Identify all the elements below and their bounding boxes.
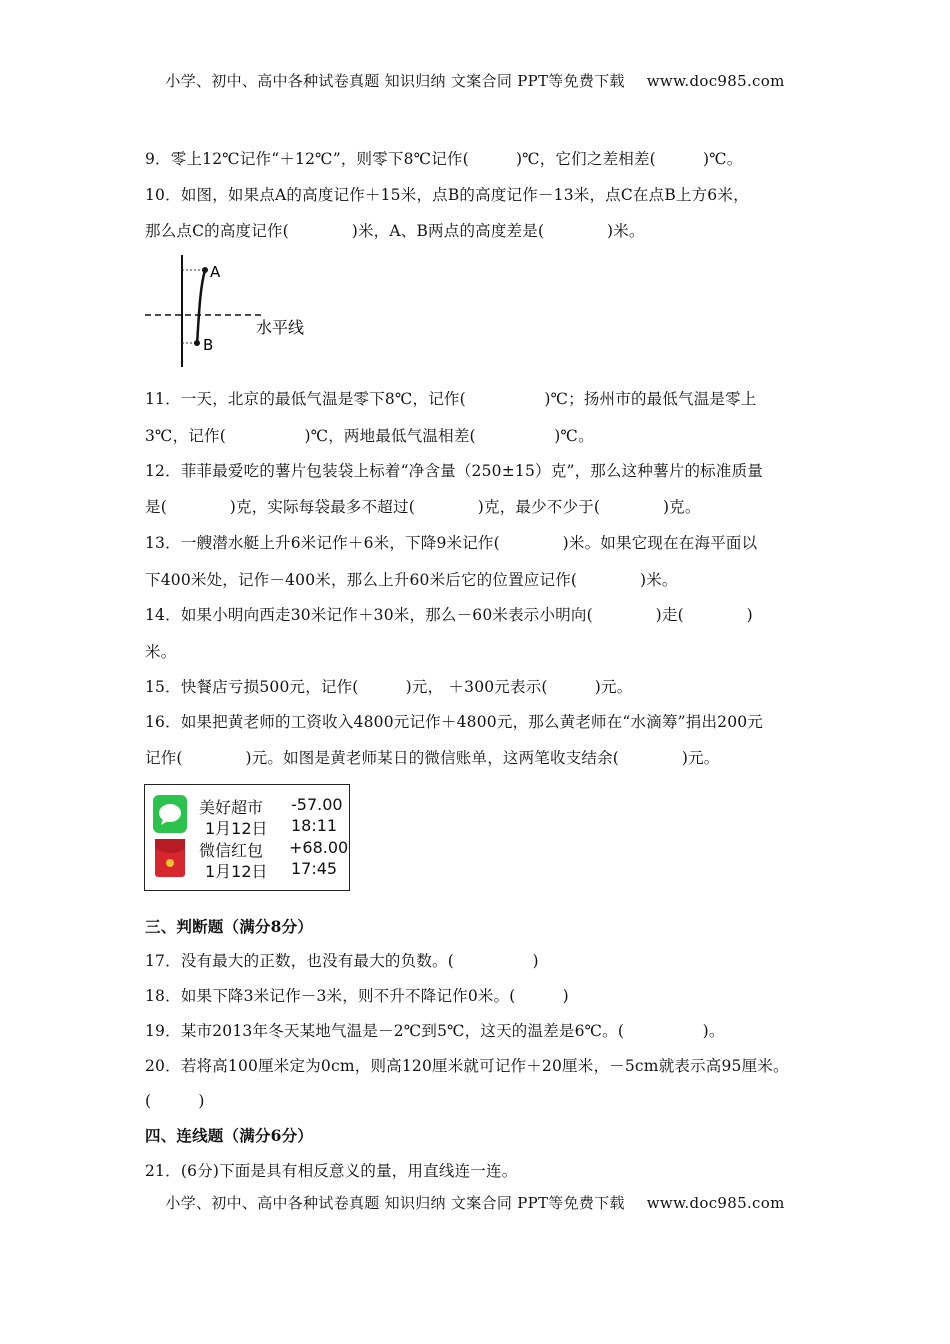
slope-curve: [197, 270, 205, 345]
page-footer: [0, 1192, 950, 1213]
wechat-bill-card: [144, 784, 350, 891]
bill-row-2-date: 1月12日: [205, 862, 268, 881]
red-packet-icon-glyph: [155, 839, 185, 877]
question-21: 21．(6分)下面是具有相反意义的量，用直线连一连。: [145, 1162, 518, 1180]
bill-row-1-time: 18:11: [291, 816, 338, 835]
footer-url[interactable]: www.doc985.com: [646, 1194, 785, 1212]
page-header: [0, 70, 950, 91]
question-12-line-2: 是( )克，实际每袋最多不超过( )克，最少不少于( )克。: [145, 498, 701, 516]
question-9: 9．零上12℃记作“＋12℃”，则零下8℃记作( )℃，它们之差相差( )℃。: [145, 150, 743, 168]
horizon-label: 水平线: [256, 318, 305, 337]
question-17: 17．没有最大的正数，也没有最大的负数。( ): [145, 952, 539, 970]
question-19: 19．某市2013年冬天某地气温是－2℃到5℃，这天的温差是6℃。( )。: [145, 1022, 725, 1040]
question-16-line-1: 16．如果把黄老师的工资收入4800元记作＋4800元，那么黄老师在“水滴筹”捐出200元: [145, 713, 764, 731]
question-10-line-1: 10．如图，如果点A的高度记作＋15米，点B的高度记作－13米，点C在点B上方6米，: [145, 186, 749, 204]
point-b: [194, 340, 200, 346]
section-3-heading: 三、判断题（满分8分）: [145, 917, 313, 936]
bill-row-1-date: 1月12日: [205, 819, 268, 838]
question-10-line-2: 那么点C的高度记作( )米，A、B两点的高度差是( )米。: [145, 222, 645, 240]
bill-row-2-name: 微信红包: [199, 841, 264, 860]
question-15: 15．快餐店亏损500元，记作( )元， ＋300元表示( )元。: [145, 678, 633, 696]
bill-row-2-time: 17:45: [291, 859, 338, 878]
header-url[interactable]: www.doc985.com: [646, 72, 785, 90]
question-16-line-2: 记作( )元。如图是黄老师某日的微信账单，这两笔收支结余( )元。: [145, 749, 720, 767]
question-11-line-1: 11．一天，北京的最低气温是零下8℃，记作( )℃；扬州市的最低气温是零上: [145, 390, 757, 408]
question-11-line-2: 3℃，记作( )℃，两地最低气温相差( )℃。: [145, 427, 594, 445]
question-12-line-1: 12．菲菲最爱吃的薯片包装袋上标着“净含量（250±15）克”，那么这种薯片的标准质量: [145, 462, 763, 480]
section-4-heading: 四、连线题（满分6分）: [145, 1126, 313, 1145]
question-14-line-1: 14．如果小明向西走30米记作＋30米，那么－60米表示小明向( )走( ): [145, 606, 753, 624]
red-packet-icon: [155, 839, 185, 877]
message-icon-glyph: [153, 795, 187, 833]
bill-row-1-amount: -57.00: [291, 795, 343, 814]
footer-text: 小学、初中、高中各种试卷真题 知识归纳 文案合同 PPT等免费下载: [165, 1194, 625, 1212]
bill-row-1-name: 美好超市: [199, 798, 264, 817]
bill-row-2-amount: +68.00: [289, 838, 349, 857]
header-text: 小学、初中、高中各种试卷真题 知识归纳 文案合同 PPT等免费下载: [165, 72, 625, 90]
question-13-line-1: 13．一艘潜水艇上升6米记作＋6米，下降9米记作( )米。如果它现在在海平面以: [145, 534, 758, 552]
label-b: B: [203, 336, 214, 354]
question-18: 18．如果下降3米记作－3米，则不升不降记作0米。( ): [145, 987, 569, 1005]
height-diagram: [143, 253, 313, 373]
question-13-line-2: 下400米处，记作－400米，那么上升60米后它的位置应记作( )米。: [145, 571, 678, 589]
message-icon: [153, 795, 187, 833]
question-20-line-1: 20．若将高100厘米定为0cm，则高120厘米就可记作＋20厘米，－5cm就表示高95厘米。: [145, 1057, 789, 1075]
question-14-line-2: 米。: [145, 643, 177, 661]
label-a: A: [210, 263, 221, 281]
point-a: [202, 267, 208, 273]
question-20-line-2: ( ): [145, 1092, 205, 1110]
